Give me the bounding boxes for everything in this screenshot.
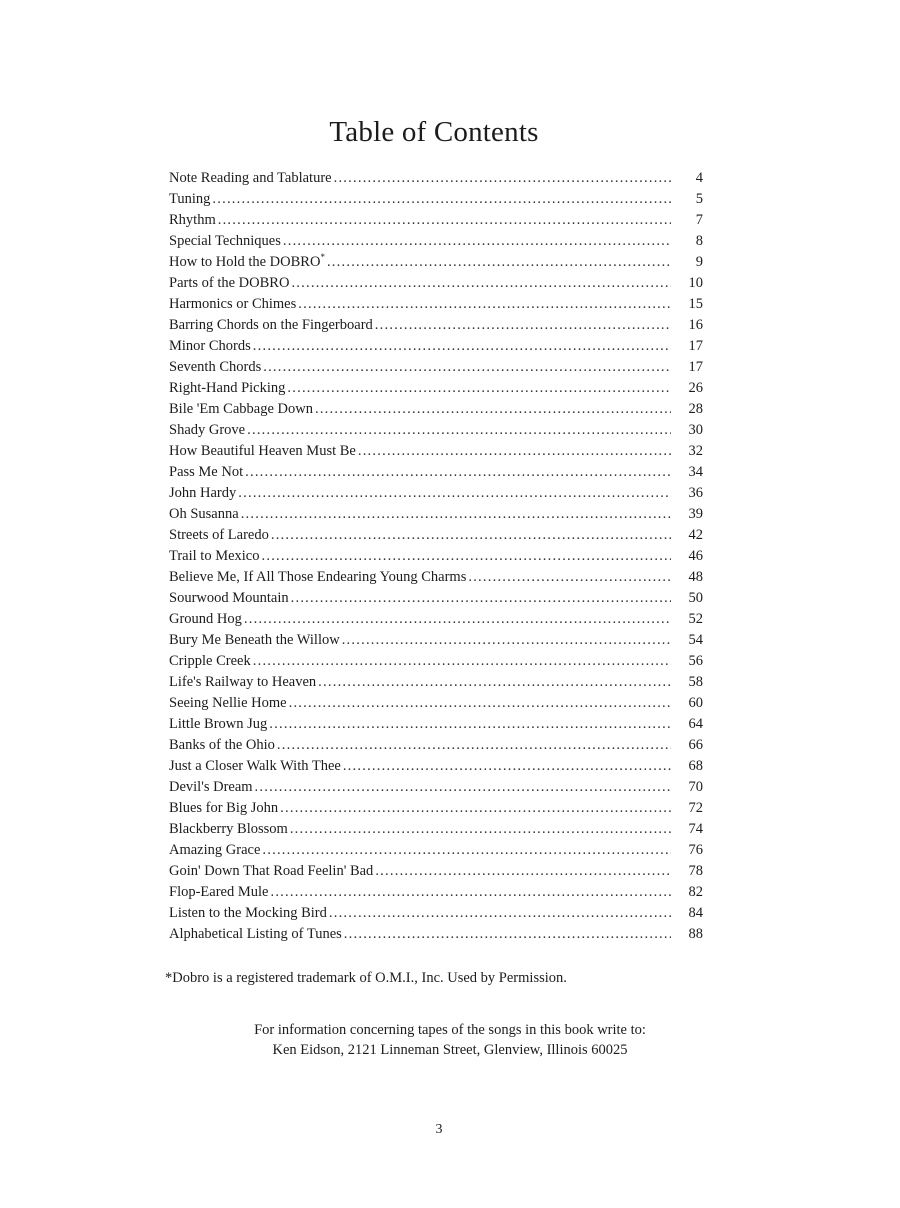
toc-entry xyxy=(169,483,703,504)
info-line-1: For information concerning tapes of the songs in this book write to: xyxy=(254,1022,646,1038)
toc-entry-title xyxy=(169,399,313,420)
toc-entry xyxy=(169,630,703,651)
tapes-information xyxy=(0,1020,900,1060)
toc-entry-title-text: Bury Me Beneath the Willow xyxy=(169,632,340,648)
toc-entry-title-text: Devil's Dream xyxy=(169,779,253,795)
dot-leader xyxy=(342,630,671,651)
toc-entry xyxy=(169,735,703,756)
toc-entry xyxy=(169,525,703,546)
toc-entry-page-number: 56 xyxy=(688,653,703,669)
toc-entry-title-text: Parts of the DOBRO xyxy=(169,275,290,291)
toc-entry-page-number: 52 xyxy=(688,611,703,627)
toc-entry-title-text: Barring Chords on the Fingerboard xyxy=(169,317,373,333)
dot-leader xyxy=(238,483,671,504)
toc-entry-page-number: 26 xyxy=(688,380,703,396)
toc-entry-title xyxy=(169,168,332,189)
dot-leader xyxy=(283,231,671,252)
toc-entry-page-number: 9 xyxy=(695,254,703,270)
toc-entry-title xyxy=(169,210,216,231)
toc-entry-title-text: How to Hold the DOBRO xyxy=(169,254,321,270)
toc-entry-title-text: Note Reading and Tablature xyxy=(169,170,332,186)
toc-entry-title xyxy=(169,294,296,315)
toc-entry xyxy=(169,336,703,357)
toc-entry-page-number: 46 xyxy=(688,548,703,564)
dot-leader xyxy=(280,798,671,819)
toc-entry-title xyxy=(169,357,261,378)
dot-leader xyxy=(262,840,671,861)
toc-entry-title xyxy=(169,525,269,546)
toc-entry xyxy=(169,210,703,231)
toc-entry xyxy=(169,231,703,252)
toc-entry-page-number: 16 xyxy=(688,317,703,333)
dot-leader xyxy=(247,420,671,441)
toc-entry-title-text: Life's Railway to Heaven xyxy=(169,674,317,690)
toc-entry-title-text: Special Techniques xyxy=(169,233,281,249)
toc-entry-title xyxy=(169,777,253,798)
dot-leader xyxy=(212,189,671,210)
toc-entry-title xyxy=(169,903,327,924)
toc-entry-page-number: 15 xyxy=(688,296,703,312)
toc-entry-title xyxy=(169,231,281,252)
toc-entry-title-text: Oh Susanna xyxy=(169,506,239,522)
toc-entry xyxy=(169,357,703,378)
toc-entry-title-text: Ground Hog xyxy=(169,611,242,627)
toc-entry-title-text: Flop-Eared Mule xyxy=(169,884,269,900)
toc-entry-title xyxy=(169,567,466,588)
toc-entry xyxy=(169,777,703,798)
dot-leader xyxy=(298,294,671,315)
toc-entry-title-text: Trail to Mexico xyxy=(169,548,260,564)
toc-entry-title-text: Sourwood Mountain xyxy=(169,590,289,606)
toc-entry xyxy=(169,903,703,924)
toc-entry xyxy=(169,819,703,840)
toc-entry-title xyxy=(169,588,289,609)
dot-leader xyxy=(218,210,671,231)
toc-entry-title xyxy=(169,693,287,714)
trademark-marker: * xyxy=(320,252,325,263)
toc-entry xyxy=(169,756,703,777)
toc-entry-title-text: Shady Grove xyxy=(169,422,246,438)
toc-entry xyxy=(169,714,703,735)
toc-entry-title-text: Little Brown Jug xyxy=(169,716,268,732)
table-of-contents xyxy=(169,168,703,945)
dot-leader xyxy=(255,777,671,798)
toc-entry-page-number: 36 xyxy=(688,485,703,501)
toc-entry-page-number: 54 xyxy=(688,632,703,648)
toc-entry-title-text: Cripple Creek xyxy=(169,653,251,669)
toc-entry-page-number: 5 xyxy=(695,191,703,207)
toc-entry-title-text: Blues for Big John xyxy=(169,800,279,816)
toc-entry-title-text: Right-Hand Picking xyxy=(169,380,286,396)
dot-leader xyxy=(375,861,671,882)
toc-entry-title xyxy=(169,252,325,273)
toc-entry xyxy=(169,273,703,294)
toc-entry xyxy=(169,567,703,588)
toc-entry-title-text: Goin' Down That Road Feelin' Bad xyxy=(169,863,374,879)
dot-leader xyxy=(291,588,671,609)
toc-entry-title xyxy=(169,840,260,861)
toc-entry-page-number: 4 xyxy=(695,170,703,186)
toc-entry-page-number: 68 xyxy=(688,758,703,774)
dot-leader xyxy=(270,882,671,903)
toc-entry-page-number: 30 xyxy=(688,422,703,438)
toc-entry-title xyxy=(169,672,316,693)
toc-entry-title-text: Rhythm xyxy=(169,212,216,228)
toc-entry xyxy=(169,252,703,273)
toc-entry xyxy=(169,189,703,210)
toc-entry-title-text: Just a Closer Walk With Thee xyxy=(169,758,341,774)
dot-leader xyxy=(290,819,671,840)
dot-leader xyxy=(468,567,671,588)
toc-entry-title xyxy=(169,441,356,462)
toc-entry-page-number: 7 xyxy=(695,212,703,228)
toc-entry-title xyxy=(169,336,251,357)
toc-entry-title xyxy=(169,756,341,777)
toc-entry xyxy=(169,861,703,882)
toc-entry-page-number: 74 xyxy=(688,821,703,837)
toc-entry-title xyxy=(169,651,251,672)
page-title: Table of Contents xyxy=(329,116,539,148)
toc-entry-title xyxy=(169,630,340,651)
dot-leader xyxy=(244,609,671,630)
info-line-2: Ken Eidson, 2121 Linneman Street, Glenview, Illinois 60025 xyxy=(272,1042,628,1058)
toc-entry xyxy=(169,840,703,861)
trademark-footnote: *Dobro is a registered trademark of O.M.I., Inc. Used by Permission. xyxy=(165,970,567,986)
dot-leader xyxy=(241,504,671,525)
dot-leader xyxy=(245,462,671,483)
toc-entry-title-text: How Beautiful Heaven Must Be xyxy=(169,443,356,459)
toc-entry-title xyxy=(169,714,267,735)
toc-entry-title xyxy=(169,504,239,525)
toc-entry xyxy=(169,294,703,315)
dot-leader xyxy=(262,546,672,567)
toc-entry-title xyxy=(169,861,373,882)
dot-leader xyxy=(263,357,671,378)
toc-entry-page-number: 8 xyxy=(695,233,703,249)
toc-entry-page-number: 84 xyxy=(688,905,703,921)
toc-entry xyxy=(169,924,703,945)
toc-entry xyxy=(169,798,703,819)
toc-entry-title xyxy=(169,378,285,399)
toc-entry-title-text: Minor Chords xyxy=(169,338,251,354)
toc-entry-title-text: Bile 'Em Cabbage Down xyxy=(169,401,313,417)
toc-entry xyxy=(169,651,703,672)
toc-entry-page-number: 58 xyxy=(688,674,703,690)
toc-entry-page-number: 34 xyxy=(688,464,703,480)
dot-leader xyxy=(334,168,671,189)
page-number: 3 xyxy=(435,1122,443,1137)
toc-entry-page-number: 39 xyxy=(688,506,703,522)
toc-entry xyxy=(169,672,703,693)
toc-entry-title xyxy=(169,735,275,756)
toc-entry-title xyxy=(169,882,268,903)
toc-entry-title xyxy=(169,189,210,210)
toc-entry-title-text: Streets of Laredo xyxy=(169,527,269,543)
dot-leader xyxy=(271,525,671,546)
toc-entry-title-text: Harmonics or Chimes xyxy=(169,296,297,312)
toc-entry-page-number: 17 xyxy=(688,338,703,354)
toc-entry-title-text: Blackberry Blossom xyxy=(169,821,288,837)
toc-entry-page-number: 42 xyxy=(688,527,703,543)
toc-entry-title xyxy=(169,462,243,483)
toc-entry-page-number: 66 xyxy=(688,737,703,753)
toc-entry-title-text: Believe Me, If All Those Endearing Young Charms xyxy=(169,569,467,585)
toc-entry-page-number: 28 xyxy=(688,401,703,417)
dot-leader xyxy=(277,735,671,756)
toc-entry xyxy=(169,399,703,420)
toc-entry-page-number: 17 xyxy=(688,359,703,375)
toc-entry xyxy=(169,882,703,903)
toc-entry-title xyxy=(169,546,260,567)
toc-entry xyxy=(169,315,703,336)
toc-entry-page-number: 60 xyxy=(688,695,703,711)
dot-leader xyxy=(253,336,671,357)
toc-entry-title xyxy=(169,420,245,441)
toc-entry xyxy=(169,504,703,525)
toc-entry-page-number: 64 xyxy=(688,716,703,732)
toc-entry-title-text: Pass Me Not xyxy=(169,464,244,480)
toc-entry xyxy=(169,168,703,189)
toc-entry-page-number: 88 xyxy=(688,926,703,942)
toc-entry-title xyxy=(169,819,288,840)
toc-entry-page-number: 48 xyxy=(688,569,703,585)
dot-leader xyxy=(375,315,671,336)
toc-entry-page-number: 82 xyxy=(688,884,703,900)
toc-entry-page-number: 50 xyxy=(688,590,703,606)
toc-entry-page-number: 72 xyxy=(688,800,703,816)
toc-entry-page-number: 70 xyxy=(688,779,703,795)
dot-leader xyxy=(327,252,671,273)
toc-entry-title xyxy=(169,315,373,336)
toc-entry xyxy=(169,462,703,483)
toc-entry-title-text: Seventh Chords xyxy=(169,359,262,375)
toc-entry xyxy=(169,588,703,609)
toc-entry-title xyxy=(169,273,289,294)
dot-leader xyxy=(343,756,671,777)
dot-leader xyxy=(329,903,671,924)
dot-leader xyxy=(253,651,671,672)
dot-leader xyxy=(287,378,671,399)
toc-entry-title-text: Seeing Nellie Home xyxy=(169,695,287,711)
toc-entry-title-text: Listen to the Mocking Bird xyxy=(169,905,327,921)
dot-leader xyxy=(269,714,671,735)
toc-entry xyxy=(169,420,703,441)
toc-entry xyxy=(169,609,703,630)
toc-entry-title-text: Alphabetical Listing of Tunes xyxy=(169,926,342,942)
toc-entry-title xyxy=(169,924,342,945)
dot-leader xyxy=(344,924,671,945)
toc-entry xyxy=(169,693,703,714)
toc-entry-title-text: John Hardy xyxy=(169,485,237,501)
toc-entry-title xyxy=(169,483,236,504)
toc-entry xyxy=(169,441,703,462)
toc-entry-page-number: 76 xyxy=(688,842,703,858)
dot-leader xyxy=(289,693,671,714)
dot-leader xyxy=(291,273,671,294)
toc-entry-page-number: 32 xyxy=(688,443,703,459)
toc-entry-title xyxy=(169,609,242,630)
dot-leader xyxy=(358,441,671,462)
toc-entry-title xyxy=(169,798,278,819)
toc-entry-page-number: 78 xyxy=(688,863,703,879)
toc-entry-title-text: Banks of the Ohio xyxy=(169,737,275,753)
toc-entry-page-number: 10 xyxy=(688,275,703,291)
dot-leader xyxy=(318,672,671,693)
toc-entry-title-text: Amazing Grace xyxy=(169,842,261,858)
toc-entry xyxy=(169,546,703,567)
toc-entry xyxy=(169,378,703,399)
toc-entry-title-text: Tuning xyxy=(169,191,211,207)
dot-leader xyxy=(315,399,671,420)
